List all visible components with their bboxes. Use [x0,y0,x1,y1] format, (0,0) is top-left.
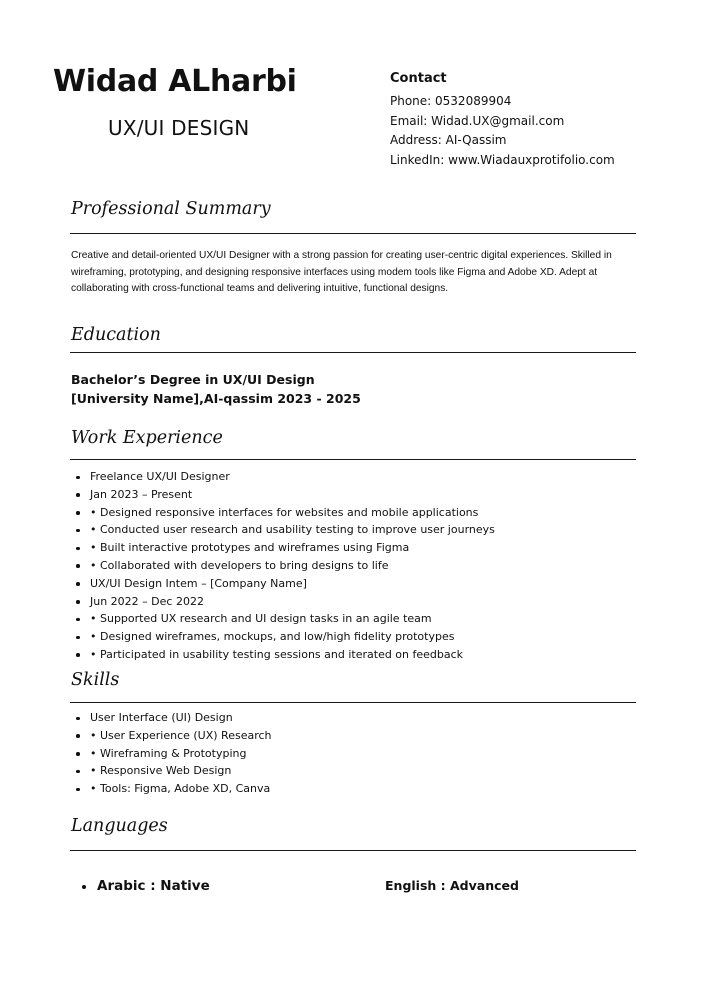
list-item-text: User Interface (UI) Design [90,711,233,724]
list-item-text: Freelance UX/UI Designer [90,470,230,483]
list-item-text: UX/UI Design Intem – [Company Name] [90,576,307,590]
list-item [76,646,495,664]
summary-text: Creative and detail-oriented UX/UI Designer with a strong passion for creating user-centric digital experiences. Skilled in wireframing, prototyping, and designing responsive interfaces using modem tools like Figma and Adobe XD. Adept at collaborating with cross-functional teams and delivering intuitive, functional designs. [71,250,612,294]
section-title-education: Education [71,325,161,345]
bullet-icon [76,734,80,738]
contact-linkedin: LinkedIn: www.Wiadauxprotifolio.com [390,152,615,167]
education-school: [University Name],AI-qassim 2023 - 2025 [71,391,361,406]
bullet-icon [76,636,80,640]
work-experience-list [76,468,495,664]
list-item [76,780,272,798]
list-item-text: • User Experience (UX) Research [90,728,272,742]
section-title-skills: Skills [71,670,120,690]
contact-title: Contact [390,71,447,86]
list-item-text: • Designed wireframes, mockups, and low/high fidelity prototypes [90,630,455,644]
list-item [76,557,495,575]
list-item [76,539,495,557]
list-item [76,628,495,646]
bullet-icon [76,653,80,657]
skills-list [76,709,272,798]
list-item-text: Jun 2022 – Dec 2022 [90,594,204,608]
bullet-icon [76,600,80,604]
bullet-icon [76,770,80,774]
bullet-icon [76,564,80,568]
list-item-text: • Participated in usability testing sessions and iterated on feedback [90,647,464,661]
bullet-icon [82,885,86,889]
bullet-icon [76,717,80,721]
contact-phone: Phone: 0532089904 [390,94,512,108]
section-divider [70,233,636,234]
bullet-icon [76,529,80,533]
list-item-text: • Designed responsive interfaces for websites and mobile applications [90,505,479,519]
section-divider [70,352,636,353]
list-item-text: • Collaborated with developers to bring designs to life [90,558,389,572]
list-item [76,486,495,504]
contact-address: Address: AI-Qassim [390,133,507,147]
language-arabic [82,878,210,894]
contact-email: Email: Widad.UX@gmail.com [390,113,565,128]
section-divider [70,459,636,460]
section-divider [70,702,636,703]
list-item-text: • Wireframing & Prototyping [90,746,247,760]
list-item-text: • Tools: Figma, Adobe XD, Canva [90,782,271,796]
list-item-text: Jan 2023 – Present [90,487,193,501]
list-item [76,610,495,628]
language-arabic-label: Arabic : Native [97,878,210,894]
list-item [76,521,495,539]
list-item [76,762,272,780]
bullet-icon [76,618,80,622]
contact-block [390,71,615,170]
bullet-icon [76,476,80,480]
list-item [76,593,495,611]
bullet-icon [76,582,80,586]
list-item-text: • Built interactive prototypes and wireframes using Figma [90,541,410,555]
education-degree: Bachelor’s Degree in UX/UI Design [71,372,315,387]
section-divider [70,850,636,851]
list-item [76,709,272,727]
list-item [76,504,495,522]
bullet-icon [76,788,80,792]
candidate-name: Widad ALharbi [53,64,297,99]
list-item-text: • Conducted user research and usability testing to improve user journeys [90,523,495,537]
bullet-icon [76,493,80,497]
list-item-text: • Supported UX research and UI design tasks in an agile team [90,612,432,626]
section-title-work: Work Experience [71,428,223,448]
bullet-icon [76,511,80,515]
bullet-icon [76,752,80,756]
list-item [76,727,272,745]
section-title-languages: Languages [71,816,168,836]
section-title-summary: Professional Summary [71,199,271,219]
candidate-role: UX/UI DESIGN [108,116,250,140]
list-item [76,745,272,763]
list-item [76,468,495,486]
list-item [76,575,495,593]
language-english: English : Advanced [385,878,519,893]
list-item-text: • Responsive Web Design [90,764,232,778]
bullet-icon [76,547,80,551]
